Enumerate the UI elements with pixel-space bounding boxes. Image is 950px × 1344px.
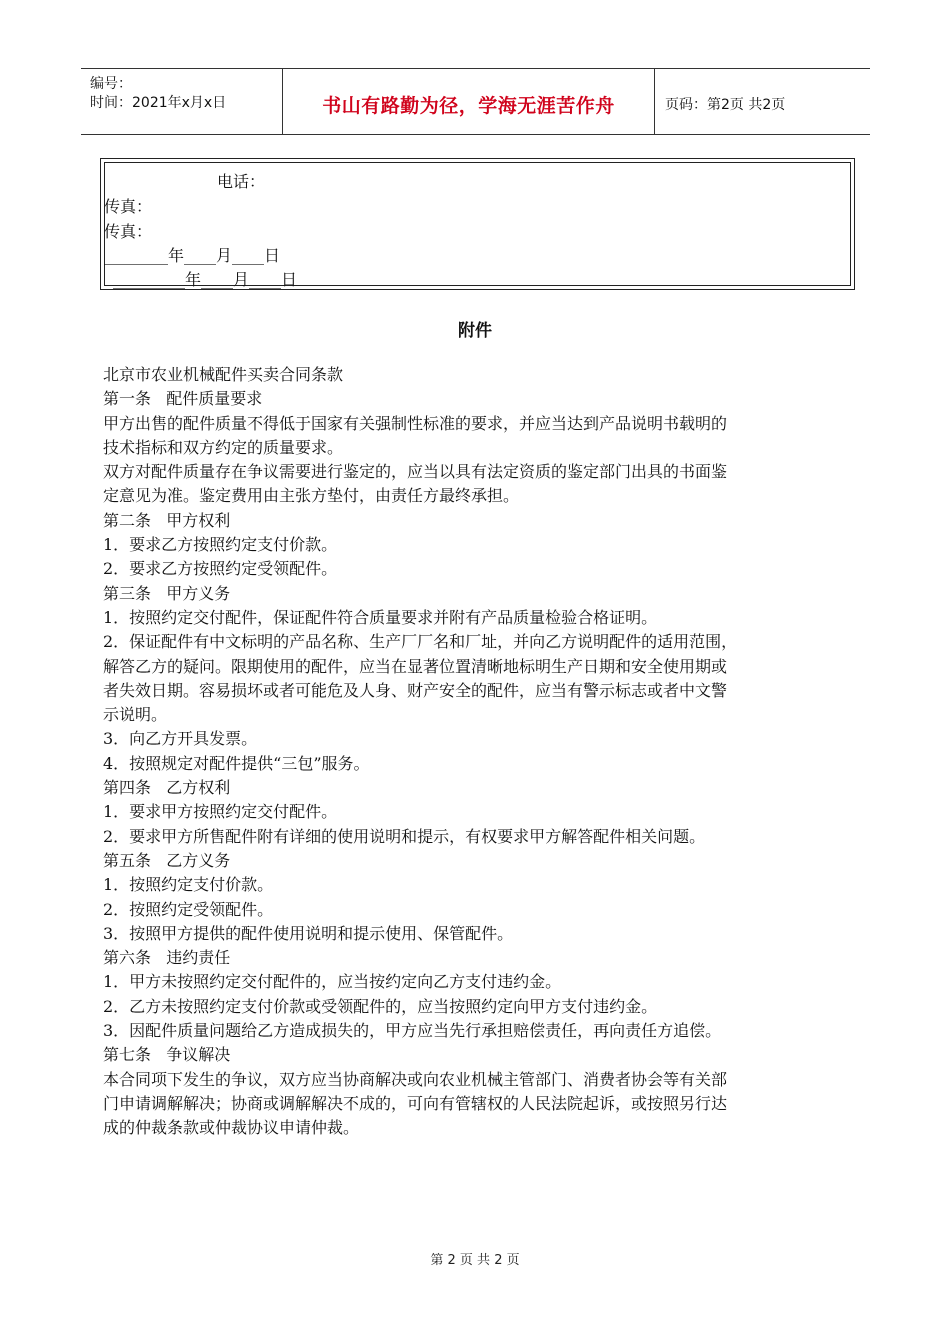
document-date-label: 时间：2021年x月x日 [90, 95, 227, 111]
contract-body [103, 363, 855, 1141]
body-line: 2．保证配件有中文标明的产品名称、生产厂厂名和厂址，并向乙方说明配件的适用范围， [103, 632, 738, 652]
body-line: 第四条 乙方权利 [103, 778, 231, 798]
body-line: 4．按照规定对配件提供“三包”服务。 [103, 753, 370, 773]
body-line: 示说明。 [103, 705, 168, 725]
body-line: 2．要求甲方所售配件附有详细的使用说明和提示，有权要求甲方解答配件相关问题。 [103, 826, 706, 846]
body-line: 定意见为准。鉴定费用由主张方垫付，由责任方最终承担。 [103, 486, 520, 506]
header-motto: 书山有路勤为径，学海无涯苦作舟 [322, 95, 615, 117]
date-line-1: ________年____月____日 [104, 246, 281, 265]
body-line: 第三条 甲方义务 [103, 583, 231, 603]
body-line: 3．按照甲方提供的配件使用说明和提示使用、保管配件。 [103, 923, 514, 943]
body-line: 者失效日期。容易损坏或者可能危及人身、财产安全的配件，应当有警示标志或者中文警 [103, 680, 728, 700]
body-line: 1．按照约定交付配件，保证配件符合质量要求并附有产品质量检验合格证明。 [103, 607, 658, 627]
phone-label: 电话： [217, 172, 266, 191]
body-line: 1．要求乙方按照约定支付价款。 [103, 535, 338, 555]
body-line: 2．乙方未按照约定支付价款或受领配件的，应当按照约定向甲方支付违约金。 [103, 996, 658, 1016]
appendix-title: 附件 [458, 321, 492, 341]
body-line: 本合同项下发生的争议，双方应当协商解决或向农业机械主管部门、消费者协会等有关部 [103, 1069, 728, 1089]
fax-label-1: 传真： [104, 197, 153, 216]
body-line: 1．甲方未按照约定交付配件的，应当按约定向乙方支付违约金。 [103, 972, 562, 992]
body-line: 双方对配件质量存在争议需要进行鉴定的，应当以具有法定资质的鉴定部门出具的书面鉴 [103, 462, 728, 482]
body-line: 第五条 乙方义务 [103, 850, 231, 870]
body-line: 成的仲裁条款或仲裁协议申请仲裁。 [103, 1118, 360, 1138]
body-line: 甲方出售的配件质量不得低于国家有关强制性标准的要求，并应当达到产品说明书载明的 [103, 413, 728, 433]
body-line: 1．要求甲方按照约定交付配件。 [103, 802, 338, 822]
header-meta-cell [81, 69, 283, 134]
signature-box [100, 158, 855, 290]
body-line: 解答乙方的疑问。限期使用的配件，应当在显著位置清晰地标明生产日期和安全使用期或 [103, 656, 728, 676]
body-line: 2．要求乙方按照约定受领配件。 [103, 559, 338, 579]
page-header [81, 68, 870, 135]
header-page-cell [655, 69, 870, 134]
header-motto-cell [283, 69, 655, 134]
body-line: 第二条 甲方权利 [103, 510, 231, 530]
body-line: 3．因配件质量问题给乙方造成损失的，甲方应当先行承担赔偿责任，再向责任方追偿。 [103, 1021, 722, 1041]
document-number-label: 编号： [90, 76, 132, 92]
body-line: 2．按照约定受领配件。 [103, 899, 274, 919]
body-line: 第七条 争议解决 [103, 1045, 231, 1065]
body-line: 1．按照约定支付价款。 [103, 875, 274, 895]
body-line: 北京市农业机械配件买卖合同条款 [103, 365, 344, 384]
body-line: 第六条 违约责任 [103, 948, 231, 968]
body-line: 第一条 配件质量要求 [103, 389, 263, 409]
body-line: 3．向乙方开具发票。 [103, 729, 258, 749]
fax-label-2: 传真： [104, 222, 153, 241]
body-line: 门申请调解解决；协商或调解解决不成的，可向有管辖权的人民法院起诉，或按照另行达 [103, 1093, 728, 1113]
date-line-2: _________年____月____日 [113, 270, 298, 289]
header-page-label: 页码：第2页 共2页 [665, 97, 786, 113]
body-line: 技术指标和双方约定的质量要求。 [103, 437, 344, 457]
page-footer: 第 2 页 共 2 页 [430, 1253, 520, 1268]
